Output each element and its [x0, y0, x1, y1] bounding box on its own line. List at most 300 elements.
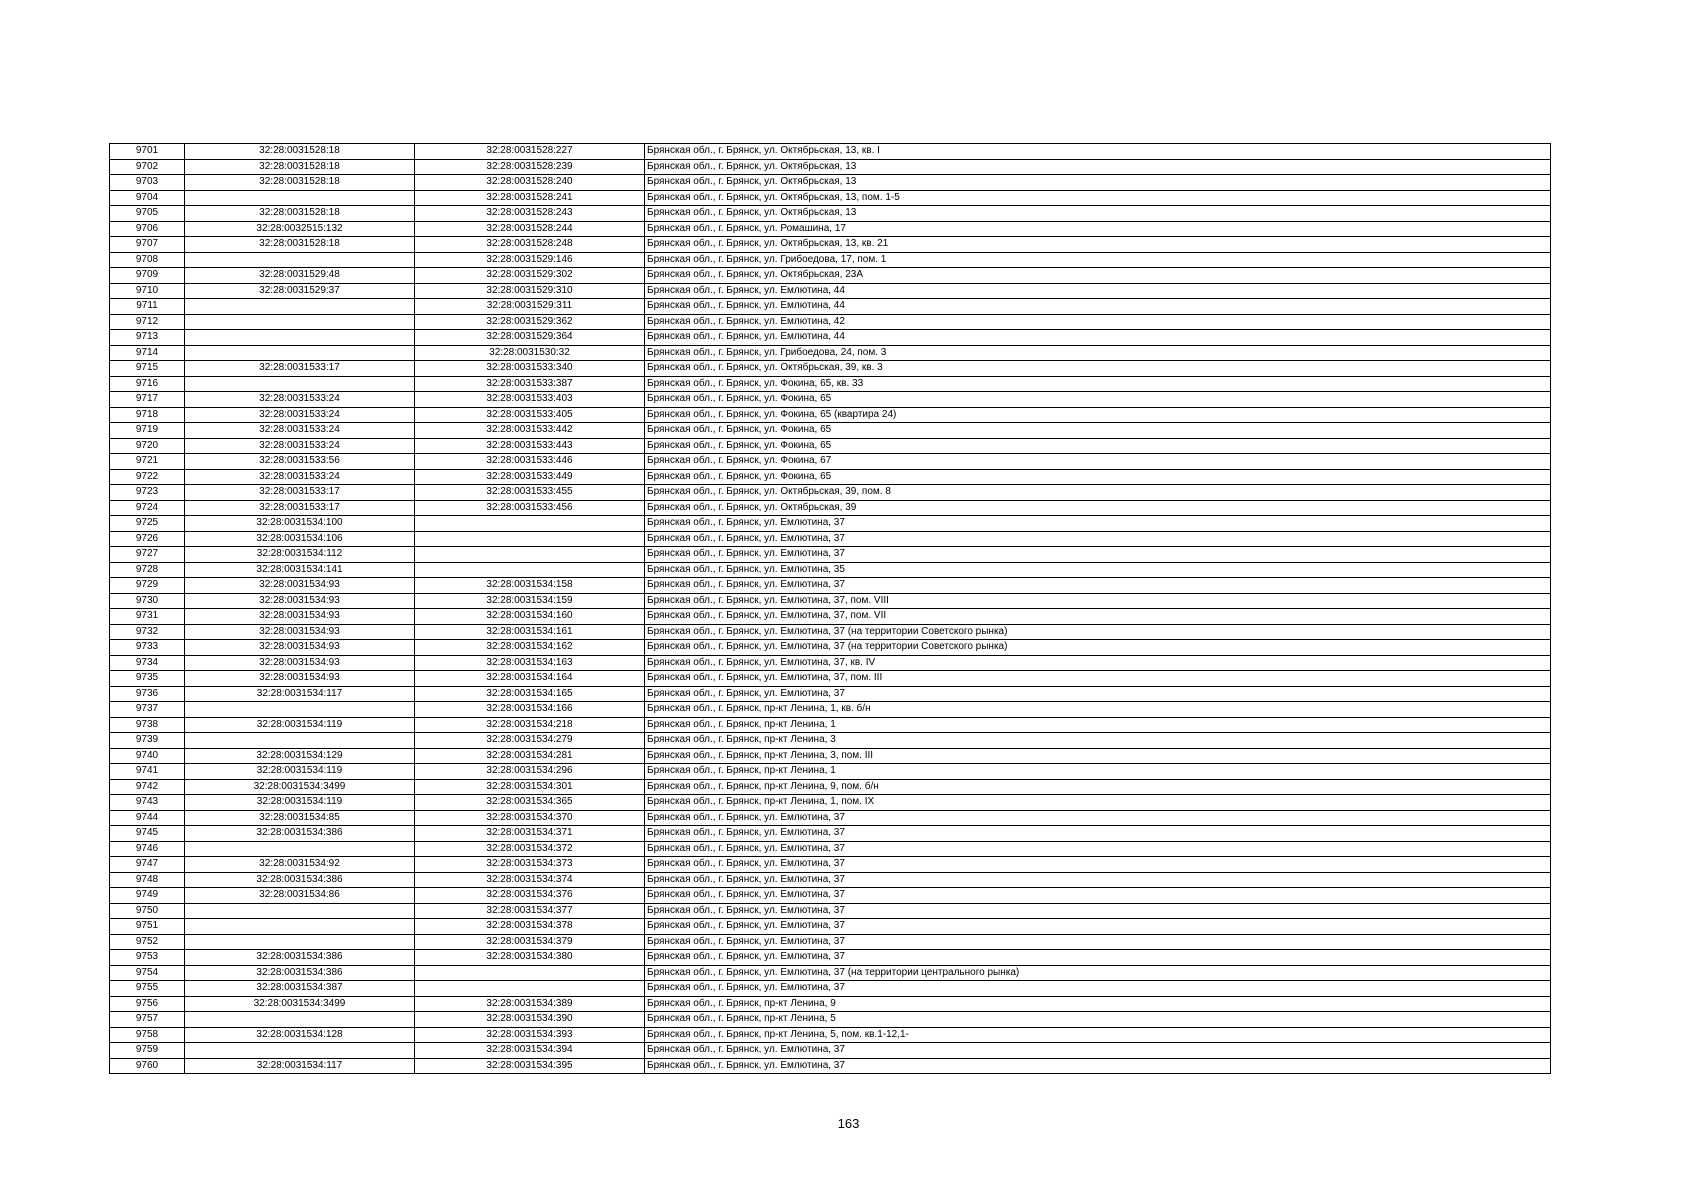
table-row — [110, 702, 1551, 718]
address-cell: Брянская обл., г. Брянск, ул. Ромашина, 17 — [645, 221, 1551, 237]
object-cadastral-number-cell: 32:28:0031534:372 — [415, 841, 645, 857]
table-row — [110, 733, 1551, 749]
object-cadastral-number-cell: 32:28:0031534:365 — [415, 795, 645, 811]
land-cadastral-number-cell — [185, 314, 415, 330]
row-number-cell: 9755 — [110, 981, 185, 997]
land-cadastral-number-cell: 32:28:0031533:24 — [185, 423, 415, 439]
table-row — [110, 407, 1551, 423]
object-cadastral-number-cell: 32:28:0031534:162 — [415, 640, 645, 656]
table-row — [110, 252, 1551, 268]
table-row — [110, 888, 1551, 904]
address-cell: Брянская обл., г. Брянск, ул. Емлютина, 37 — [645, 841, 1551, 857]
table-row — [110, 330, 1551, 346]
table-row — [110, 764, 1551, 780]
land-cadastral-number-cell — [185, 841, 415, 857]
object-cadastral-number-cell: 32:28:0031534:160 — [415, 609, 645, 625]
object-cadastral-number-cell: 32:28:0031529:311 — [415, 299, 645, 315]
address-cell: Брянская обл., г. Брянск, ул. Емлютина, 37 — [645, 934, 1551, 950]
land-cadastral-number-cell — [185, 919, 415, 935]
object-cadastral-number-cell: 32:28:0031528:241 — [415, 190, 645, 206]
object-cadastral-number-cell — [415, 547, 645, 563]
object-cadastral-number-cell: 32:28:0031534:158 — [415, 578, 645, 594]
address-cell: Брянская обл., г. Брянск, ул. Емлютина, 37 (на территории Советского рынка) — [645, 640, 1551, 656]
table-row — [110, 454, 1551, 470]
table-row — [110, 950, 1551, 966]
land-cadastral-number-cell — [185, 934, 415, 950]
address-cell: Брянская обл., г. Брянск, пр-кт Ленина, 5, пом. кв.1-12,1- — [645, 1027, 1551, 1043]
object-cadastral-number-cell: 32:28:0031533:443 — [415, 438, 645, 454]
address-cell: Брянская обл., г. Брянск, пр-кт Ленина, 9, пом. б/н — [645, 779, 1551, 795]
address-cell: Брянская обл., г. Брянск, ул. Октябрьская, 39, кв. 3 — [645, 361, 1551, 377]
object-cadastral-number-cell: 32:28:0031533:449 — [415, 469, 645, 485]
address-cell: Брянская обл., г. Брянск, ул. Фокина, 65 — [645, 392, 1551, 408]
row-number-cell: 9739 — [110, 733, 185, 749]
table-row — [110, 299, 1551, 315]
page-number: 163 — [837, 1116, 860, 1131]
row-number-cell: 9718 — [110, 407, 185, 423]
object-cadastral-number-cell — [415, 562, 645, 578]
address-cell: Брянская обл., г. Брянск, ул. Емлютина, 37 — [645, 872, 1551, 888]
row-number-cell: 9738 — [110, 717, 185, 733]
land-cadastral-number-cell: 32:28:0031534:129 — [185, 748, 415, 764]
address-cell: Брянская обл., г. Брянск, ул. Октябрьская, 13, кв. I — [645, 144, 1551, 160]
table-row — [110, 221, 1551, 237]
table-row — [110, 779, 1551, 795]
address-cell: Брянская обл., г. Брянск, ул. Емлютина, 37, пом. III — [645, 671, 1551, 687]
row-number-cell: 9758 — [110, 1027, 185, 1043]
object-cadastral-number-cell: 32:28:0031534:165 — [415, 686, 645, 702]
address-cell: Брянская обл., г. Брянск, ул. Фокина, 65 — [645, 469, 1551, 485]
row-number-cell: 9705 — [110, 206, 185, 222]
address-cell: Брянская обл., г. Брянск, ул. Грибоедова, 24, пом. 3 — [645, 345, 1551, 361]
table-row — [110, 965, 1551, 981]
address-cell: Брянская обл., г. Брянск, ул. Октябрьская, 13, кв. 21 — [645, 237, 1551, 253]
row-number-cell: 9754 — [110, 965, 185, 981]
land-cadastral-number-cell: 32:28:0031534:128 — [185, 1027, 415, 1043]
land-cadastral-number-cell: 32:28:0031534:93 — [185, 624, 415, 640]
address-cell: Брянская обл., г. Брянск, ул. Емлютина, 35 — [645, 562, 1551, 578]
land-cadastral-number-cell — [185, 299, 415, 315]
row-number-cell: 9701 — [110, 144, 185, 160]
object-cadastral-number-cell: 32:28:0031534:166 — [415, 702, 645, 718]
address-cell: Брянская обл., г. Брянск, ул. Емлютина, 37 — [645, 686, 1551, 702]
land-cadastral-number-cell: 32:28:0031534:93 — [185, 671, 415, 687]
row-number-cell: 9756 — [110, 996, 185, 1012]
land-cadastral-number-cell: 32:28:0031534:93 — [185, 655, 415, 671]
land-cadastral-number-cell — [185, 252, 415, 268]
row-number-cell: 9735 — [110, 671, 185, 687]
address-cell: Брянская обл., г. Брянск, ул. Фокина, 65, кв. 33 — [645, 376, 1551, 392]
object-cadastral-number-cell: 32:28:0031534:218 — [415, 717, 645, 733]
table-row — [110, 996, 1551, 1012]
address-cell: Брянская обл., г. Брянск, пр-кт Ленина, 3, пом. III — [645, 748, 1551, 764]
table-row — [110, 500, 1551, 516]
row-number-cell: 9730 — [110, 593, 185, 609]
address-cell: Брянская обл., г. Брянск, ул. Емлютина, 37 — [645, 903, 1551, 919]
row-number-cell: 9746 — [110, 841, 185, 857]
land-cadastral-number-cell: 32:28:0031533:24 — [185, 469, 415, 485]
land-cadastral-number-cell: 32:28:0031528:18 — [185, 175, 415, 191]
table-row — [110, 841, 1551, 857]
address-cell: Брянская обл., г. Брянск, ул. Емлютина, 37 — [645, 919, 1551, 935]
address-cell: Брянская обл., г. Брянск, ул. Емлютина, 37 — [645, 547, 1551, 563]
address-cell: Брянская обл., г. Брянск, ул. Емлютина, 37 — [645, 1058, 1551, 1074]
object-cadastral-number-cell: 32:28:0031533:403 — [415, 392, 645, 408]
table-row — [110, 578, 1551, 594]
land-cadastral-number-cell: 32:28:0031534:112 — [185, 547, 415, 563]
object-cadastral-number-cell: 32:28:0031534:164 — [415, 671, 645, 687]
address-cell: Брянская обл., г. Брянск, ул. Октябрьская, 13, пом. 1-5 — [645, 190, 1551, 206]
table-row — [110, 919, 1551, 935]
row-number-cell: 9702 — [110, 159, 185, 175]
row-number-cell: 9743 — [110, 795, 185, 811]
address-cell: Брянская обл., г. Брянск, ул. Грибоедова, 17, пом. 1 — [645, 252, 1551, 268]
address-cell: Брянская обл., г. Брянск, пр-кт Ленина, 1, кв. б/н — [645, 702, 1551, 718]
table-row — [110, 438, 1551, 454]
row-number-cell: 9709 — [110, 268, 185, 284]
table-row — [110, 345, 1551, 361]
table-row — [110, 423, 1551, 439]
table-row — [110, 1058, 1551, 1074]
table-row — [110, 624, 1551, 640]
land-cadastral-number-cell: 32:28:0031534:386 — [185, 872, 415, 888]
object-cadastral-number-cell: 32:28:0031528:240 — [415, 175, 645, 191]
table-row — [110, 717, 1551, 733]
address-cell: Брянская обл., г. Брянск, ул. Емлютина, 37 — [645, 531, 1551, 547]
land-cadastral-number-cell: 32:28:0031529:48 — [185, 268, 415, 284]
object-cadastral-number-cell: 32:28:0031530:32 — [415, 345, 645, 361]
land-cadastral-number-cell: 32:28:0031534:86 — [185, 888, 415, 904]
row-number-cell: 9708 — [110, 252, 185, 268]
address-cell: Брянская обл., г. Брянск, ул. Емлютина, 37 — [645, 826, 1551, 842]
row-number-cell: 9725 — [110, 516, 185, 532]
land-cadastral-number-cell: 32:28:0031533:17 — [185, 500, 415, 516]
table-row — [110, 144, 1551, 160]
table-row — [110, 1043, 1551, 1059]
land-cadastral-number-cell: 32:28:0031528:18 — [185, 159, 415, 175]
registry-table-body — [110, 144, 1551, 1074]
land-cadastral-number-cell — [185, 1012, 415, 1028]
object-cadastral-number-cell: 32:28:0031529:146 — [415, 252, 645, 268]
row-number-cell: 9750 — [110, 903, 185, 919]
land-cadastral-number-cell: 32:28:0031528:18 — [185, 206, 415, 222]
address-cell: Брянская обл., г. Брянск, ул. Фокина, 65 — [645, 423, 1551, 439]
land-cadastral-number-cell: 32:28:0031534:93 — [185, 593, 415, 609]
address-cell: Брянская обл., г. Брянск, ул. Емлютина, 37, кв. IV — [645, 655, 1551, 671]
address-cell: Брянская обл., г. Брянск, ул. Фокина, 65 (квартира 24) — [645, 407, 1551, 423]
address-cell: Брянская обл., г. Брянск, пр-кт Ленина, 1, пом. IX — [645, 795, 1551, 811]
object-cadastral-number-cell: 32:28:0031534:377 — [415, 903, 645, 919]
address-cell: Брянская обл., г. Брянск, ул. Октябрьская, 13 — [645, 175, 1551, 191]
row-number-cell: 9727 — [110, 547, 185, 563]
table-row — [110, 795, 1551, 811]
row-number-cell: 9731 — [110, 609, 185, 625]
row-number-cell: 9707 — [110, 237, 185, 253]
row-number-cell: 9742 — [110, 779, 185, 795]
address-cell: Брянская обл., г. Брянск, ул. Фокина, 67 — [645, 454, 1551, 470]
address-cell: Брянская обл., г. Брянск, ул. Октябрьская, 13 — [645, 206, 1551, 222]
land-cadastral-number-cell: 32:28:0031529:37 — [185, 283, 415, 299]
table-row — [110, 159, 1551, 175]
row-number-cell: 9757 — [110, 1012, 185, 1028]
row-number-cell: 9740 — [110, 748, 185, 764]
land-cadastral-number-cell: 32:28:0031533:24 — [185, 392, 415, 408]
object-cadastral-number-cell: 32:28:0031534:374 — [415, 872, 645, 888]
table-row — [110, 268, 1551, 284]
land-cadastral-number-cell — [185, 345, 415, 361]
object-cadastral-number-cell: 32:28:0031534:394 — [415, 1043, 645, 1059]
land-cadastral-number-cell: 32:28:0031533:17 — [185, 361, 415, 377]
address-cell: Брянская обл., г. Брянск, пр-кт Ленина, 9 — [645, 996, 1551, 1012]
row-number-cell: 9712 — [110, 314, 185, 330]
address-cell: Брянская обл., г. Брянск, ул. Емлютина, 37, пом. VIII — [645, 593, 1551, 609]
object-cadastral-number-cell: 32:28:0031534:395 — [415, 1058, 645, 1074]
table-row — [110, 872, 1551, 888]
land-cadastral-number-cell: 32:28:0031534:92 — [185, 857, 415, 873]
table-row — [110, 531, 1551, 547]
land-cadastral-number-cell: 32:28:0031534:85 — [185, 810, 415, 826]
object-cadastral-number-cell: 32:28:0031533:405 — [415, 407, 645, 423]
row-number-cell: 9729 — [110, 578, 185, 594]
table-row — [110, 175, 1551, 191]
table-row — [110, 562, 1551, 578]
land-cadastral-number-cell: 32:28:0031534:3499 — [185, 996, 415, 1012]
object-cadastral-number-cell: 32:28:0031533:455 — [415, 485, 645, 501]
table-row — [110, 981, 1551, 997]
row-number-cell: 9745 — [110, 826, 185, 842]
land-cadastral-number-cell: 32:28:0031534:93 — [185, 578, 415, 594]
address-cell: Брянская обл., г. Брянск, пр-кт Ленина, 3 — [645, 733, 1551, 749]
land-cadastral-number-cell: 32:28:0032515:132 — [185, 221, 415, 237]
land-cadastral-number-cell: 32:28:0031534:119 — [185, 717, 415, 733]
object-cadastral-number-cell: 32:28:0031528:227 — [415, 144, 645, 160]
table-row — [110, 516, 1551, 532]
address-cell: Брянская обл., г. Брянск, ул. Фокина, 65 — [645, 438, 1551, 454]
land-cadastral-number-cell: 32:28:0031534:93 — [185, 640, 415, 656]
table-row — [110, 206, 1551, 222]
address-cell: Брянская обл., г. Брянск, пр-кт Ленина, 1 — [645, 717, 1551, 733]
row-number-cell: 9759 — [110, 1043, 185, 1059]
land-cadastral-number-cell: 32:28:0031534:93 — [185, 609, 415, 625]
table-row — [110, 609, 1551, 625]
land-cadastral-number-cell — [185, 376, 415, 392]
address-cell: Брянская обл., г. Брянск, ул. Емлютина, 37 (на территории Советского рынка) — [645, 624, 1551, 640]
object-cadastral-number-cell — [415, 981, 645, 997]
address-cell: Брянская обл., г. Брянск, ул. Емлютина, 37 — [645, 578, 1551, 594]
object-cadastral-number-cell: 32:28:0031534:379 — [415, 934, 645, 950]
land-cadastral-number-cell — [185, 190, 415, 206]
table-row — [110, 547, 1551, 563]
row-number-cell: 9710 — [110, 283, 185, 299]
land-cadastral-number-cell: 32:28:0031534:386 — [185, 950, 415, 966]
object-cadastral-number-cell: 32:28:0031529:302 — [415, 268, 645, 284]
object-cadastral-number-cell: 32:28:0031534:301 — [415, 779, 645, 795]
object-cadastral-number-cell: 32:28:0031534:296 — [415, 764, 645, 780]
land-cadastral-number-cell — [185, 1043, 415, 1059]
table-row — [110, 190, 1551, 206]
address-cell: Брянская обл., г. Брянск, ул. Емлютина, 37 (на территории центрального рынка) — [645, 965, 1551, 981]
address-cell: Брянская обл., г. Брянск, ул. Емлютина, 44 — [645, 330, 1551, 346]
address-cell: Брянская обл., г. Брянск, ул. Емлютина, 42 — [645, 314, 1551, 330]
row-number-cell: 9719 — [110, 423, 185, 439]
land-cadastral-number-cell: 32:28:0031534:386 — [185, 826, 415, 842]
object-cadastral-number-cell — [415, 516, 645, 532]
object-cadastral-number-cell: 32:28:0031534:370 — [415, 810, 645, 826]
address-cell: Брянская обл., г. Брянск, ул. Емлютина, 44 — [645, 283, 1551, 299]
table-row — [110, 392, 1551, 408]
object-cadastral-number-cell — [415, 531, 645, 547]
object-cadastral-number-cell: 32:28:0031534:380 — [415, 950, 645, 966]
address-cell: Брянская обл., г. Брянск, ул. Емлютина, 37 — [645, 857, 1551, 873]
object-cadastral-number-cell: 32:28:0031534:279 — [415, 733, 645, 749]
row-number-cell: 9720 — [110, 438, 185, 454]
row-number-cell: 9706 — [110, 221, 185, 237]
table-row — [110, 1012, 1551, 1028]
address-cell: Брянская обл., г. Брянск, ул. Емлютина, 37 — [645, 810, 1551, 826]
address-cell: Брянская обл., г. Брянск, пр-кт Ленина, 1 — [645, 764, 1551, 780]
land-cadastral-number-cell: 32:28:0031533:24 — [185, 407, 415, 423]
object-cadastral-number-cell: 32:28:0031534:390 — [415, 1012, 645, 1028]
row-number-cell: 9760 — [110, 1058, 185, 1074]
row-number-cell: 9711 — [110, 299, 185, 315]
land-cadastral-number-cell: 32:28:0031528:18 — [185, 237, 415, 253]
table-row — [110, 376, 1551, 392]
land-cadastral-number-cell: 32:28:0031533:17 — [185, 485, 415, 501]
object-cadastral-number-cell: 32:28:0031534:281 — [415, 748, 645, 764]
object-cadastral-number-cell: 32:28:0031534:159 — [415, 593, 645, 609]
object-cadastral-number-cell: 32:28:0031534:389 — [415, 996, 645, 1012]
table-row — [110, 655, 1551, 671]
row-number-cell: 9737 — [110, 702, 185, 718]
address-cell: Брянская обл., г. Брянск, ул. Емлютина, 37 — [645, 950, 1551, 966]
land-cadastral-number-cell: 32:28:0031534:3499 — [185, 779, 415, 795]
address-cell: Брянская обл., г. Брянск, ул. Октябрьская, 23А — [645, 268, 1551, 284]
address-cell: Брянская обл., г. Брянск, ул. Октябрьская, 13 — [645, 159, 1551, 175]
object-cadastral-number-cell: 32:28:0031534:373 — [415, 857, 645, 873]
land-cadastral-number-cell: 32:28:0031534:117 — [185, 1058, 415, 1074]
address-cell: Брянская обл., г. Брянск, ул. Емлютина, 37 — [645, 1043, 1551, 1059]
land-cadastral-number-cell: 32:28:0031534:117 — [185, 686, 415, 702]
object-cadastral-number-cell: 32:28:0031529:362 — [415, 314, 645, 330]
row-number-cell: 9747 — [110, 857, 185, 873]
table-row — [110, 686, 1551, 702]
row-number-cell: 9741 — [110, 764, 185, 780]
row-number-cell: 9703 — [110, 175, 185, 191]
land-cadastral-number-cell — [185, 903, 415, 919]
row-number-cell: 9732 — [110, 624, 185, 640]
object-cadastral-number-cell: 32:28:0031534:163 — [415, 655, 645, 671]
table-row — [110, 361, 1551, 377]
table-row — [110, 640, 1551, 656]
table-row — [110, 748, 1551, 764]
address-cell: Брянская обл., г. Брянск, ул. Емлютина, 44 — [645, 299, 1551, 315]
table-row — [110, 469, 1551, 485]
table-row — [110, 485, 1551, 501]
address-cell: Брянская обл., г. Брянск, ул. Емлютина, 37 — [645, 888, 1551, 904]
table-row — [110, 314, 1551, 330]
object-cadastral-number-cell: 32:28:0031534:161 — [415, 624, 645, 640]
row-number-cell: 9748 — [110, 872, 185, 888]
row-number-cell: 9715 — [110, 361, 185, 377]
land-cadastral-number-cell: 32:28:0031533:56 — [185, 454, 415, 470]
land-cadastral-number-cell — [185, 733, 415, 749]
object-cadastral-number-cell: 32:28:0031529:310 — [415, 283, 645, 299]
table-row — [110, 934, 1551, 950]
object-cadastral-number-cell: 32:28:0031533:456 — [415, 500, 645, 516]
row-number-cell: 9752 — [110, 934, 185, 950]
land-cadastral-number-cell: 32:28:0031534:100 — [185, 516, 415, 532]
row-number-cell: 9733 — [110, 640, 185, 656]
object-cadastral-number-cell: 32:28:0031533:446 — [415, 454, 645, 470]
row-number-cell: 9726 — [110, 531, 185, 547]
table-row — [110, 857, 1551, 873]
row-number-cell: 9723 — [110, 485, 185, 501]
land-cadastral-number-cell: 32:28:0031534:106 — [185, 531, 415, 547]
object-cadastral-number-cell: 32:28:0031534:371 — [415, 826, 645, 842]
row-number-cell: 9716 — [110, 376, 185, 392]
address-cell: Брянская обл., г. Брянск, пр-кт Ленина, 5 — [645, 1012, 1551, 1028]
row-number-cell: 9713 — [110, 330, 185, 346]
address-cell: Брянская обл., г. Брянск, ул. Октябрьская, 39 — [645, 500, 1551, 516]
object-cadastral-number-cell: 32:28:0031528:243 — [415, 206, 645, 222]
table-row — [110, 1027, 1551, 1043]
object-cadastral-number-cell: 32:28:0031534:393 — [415, 1027, 645, 1043]
address-cell: Брянская обл., г. Брянск, ул. Емлютина, 37 — [645, 981, 1551, 997]
land-cadastral-number-cell: 32:28:0031534:387 — [185, 981, 415, 997]
registry-table — [109, 143, 1551, 1074]
object-cadastral-number-cell: 32:28:0031533:387 — [415, 376, 645, 392]
land-cadastral-number-cell: 32:28:0031534:119 — [185, 795, 415, 811]
table-row — [110, 810, 1551, 826]
address-cell: Брянская обл., г. Брянск, ул. Емлютина, 37, пом. VII — [645, 609, 1551, 625]
row-number-cell: 9704 — [110, 190, 185, 206]
object-cadastral-number-cell: 32:28:0031529:364 — [415, 330, 645, 346]
row-number-cell: 9724 — [110, 500, 185, 516]
land-cadastral-number-cell: 32:28:0031528:18 — [185, 144, 415, 160]
object-cadastral-number-cell: 32:28:0031533:340 — [415, 361, 645, 377]
land-cadastral-number-cell — [185, 702, 415, 718]
row-number-cell: 9721 — [110, 454, 185, 470]
land-cadastral-number-cell: 32:28:0031534:119 — [185, 764, 415, 780]
row-number-cell: 9744 — [110, 810, 185, 826]
object-cadastral-number-cell: 32:28:0031528:239 — [415, 159, 645, 175]
land-cadastral-number-cell: 32:28:0031533:24 — [185, 438, 415, 454]
object-cadastral-number-cell — [415, 965, 645, 981]
table-row — [110, 903, 1551, 919]
row-number-cell: 9749 — [110, 888, 185, 904]
table-row — [110, 671, 1551, 687]
table-row — [110, 283, 1551, 299]
row-number-cell: 9751 — [110, 919, 185, 935]
row-number-cell: 9753 — [110, 950, 185, 966]
row-number-cell: 9717 — [110, 392, 185, 408]
table-row — [110, 826, 1551, 842]
land-cadastral-number-cell: 32:28:0031534:386 — [185, 965, 415, 981]
row-number-cell: 9714 — [110, 345, 185, 361]
address-cell: Брянская обл., г. Брянск, ул. Емлютина, 37 — [645, 516, 1551, 532]
object-cadastral-number-cell: 32:28:0031528:248 — [415, 237, 645, 253]
object-cadastral-number-cell: 32:28:0031534:378 — [415, 919, 645, 935]
land-cadastral-number-cell: 32:28:0031534:141 — [185, 562, 415, 578]
table-row — [110, 237, 1551, 253]
row-number-cell: 9734 — [110, 655, 185, 671]
row-number-cell: 9736 — [110, 686, 185, 702]
object-cadastral-number-cell: 32:28:0031534:376 — [415, 888, 645, 904]
object-cadastral-number-cell: 32:28:0031528:244 — [415, 221, 645, 237]
address-cell: Брянская обл., г. Брянск, ул. Октябрьская, 39, пом. 8 — [645, 485, 1551, 501]
row-number-cell: 9728 — [110, 562, 185, 578]
land-cadastral-number-cell — [185, 330, 415, 346]
